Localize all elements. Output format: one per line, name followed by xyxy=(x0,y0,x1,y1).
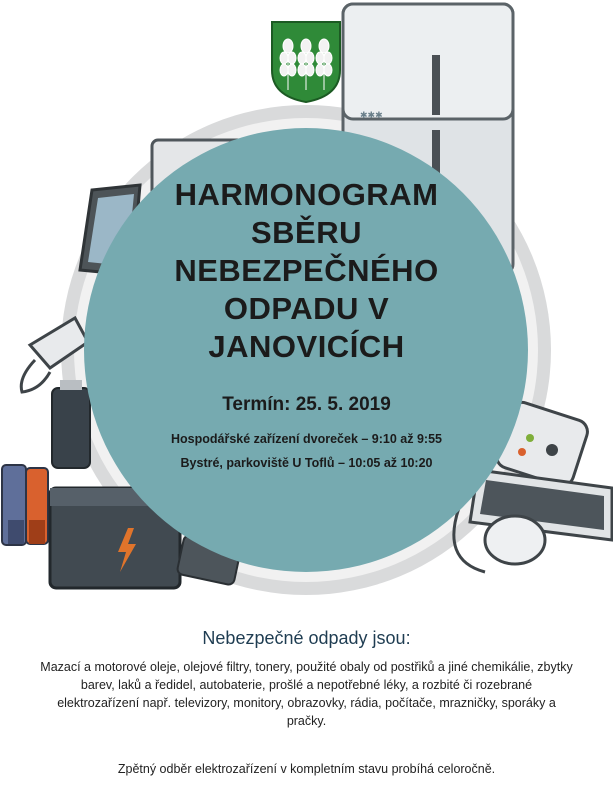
hazardous-waste-heading: Nebezpečné odpady jsou: xyxy=(202,628,411,648)
title-line: HARMONOGRAM xyxy=(174,177,439,212)
title-line: JANOVICÍCH xyxy=(208,329,405,364)
footer-note: Zpětný odběr elektrozařízení v kompletním stavu probíhá celoročně. xyxy=(117,762,496,776)
title-line: ODPADU V xyxy=(223,291,390,326)
coat-of-arms-icon xyxy=(270,20,342,104)
location-2: Bystré, parkoviště U Toflů – 10:05 až 10:20 xyxy=(180,456,433,470)
location-1: Hospodářské zařízení dvoreček – 9:10 až 9:55 xyxy=(171,432,442,446)
collection-date: Termín: 25. 5. 2019 xyxy=(222,394,391,415)
hazardous-waste-description: Mazací a motorové oleje, olejové filtry, tonery, použité obaly od postřiků a jiné chemikálie, zbytky barev, laků a ředidel, autobaterie, prošlé a nepotřebné léky, a rozbité či rozebrané elektrozařízení např. televizory, monitory, obrazovky, rádia, počítače, mrazničky, sporáky a pračky. xyxy=(40,660,573,728)
title-line: SBĚRU xyxy=(250,215,362,250)
poster-title xyxy=(0,176,613,366)
title-line: NEBEZPEČNÉHO xyxy=(174,253,439,288)
svg-text:✱✱✱: ✱✱✱ xyxy=(360,111,383,121)
